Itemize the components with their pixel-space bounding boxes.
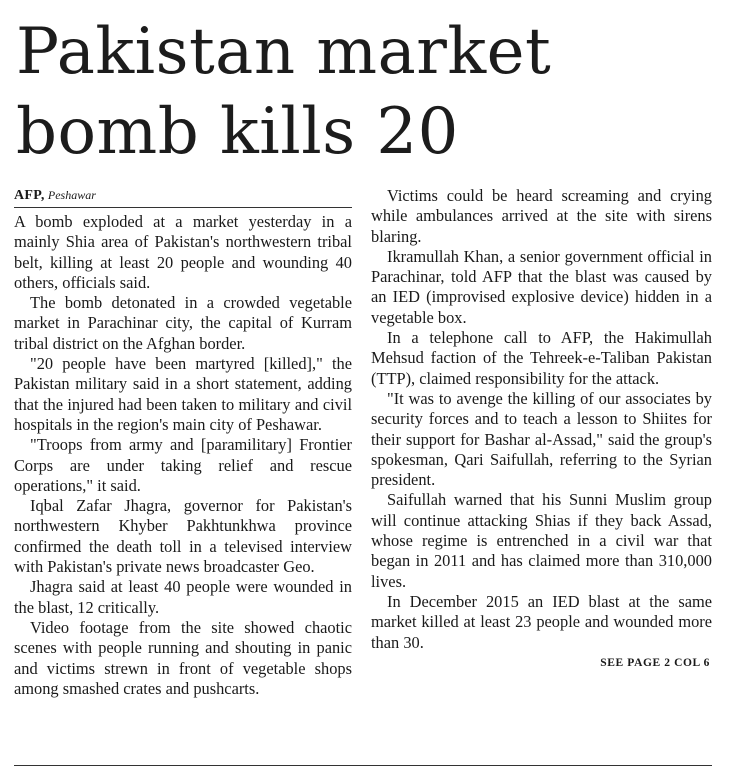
paragraph: Iqbal Zafar Jhagra, governor for Pakistan's northwestern Khyber Pakhtunkhwa province confirmed the death toll in a televised interview with Pakistan's private news broadcaster Geo. <box>14 496 352 577</box>
paragraph: "20 people have been martyred [killed]," the Pakistan military said in a short statement, adding that the injured had been taken to military and civil hospitals in the region's main city of Peshawar. <box>14 354 352 434</box>
continuation-note: SEE PAGE 2 COL 6 <box>600 656 710 669</box>
headline-line-1: Pakistan market <box>16 15 552 89</box>
headline-line-2: bomb kills 20 <box>16 95 459 169</box>
paragraph: Victims could be heard screaming and crying while ambulances arrived at the site with sirens blaring. <box>371 186 712 246</box>
byline-agency: AFP, <box>14 188 45 203</box>
paragraph: Jhagra said at least 40 people were wounded in the blast, 12 critically. <box>14 577 352 617</box>
byline-place: Peshawar <box>47 188 96 202</box>
headline <box>16 12 716 172</box>
paragraph: "Troops from army and [paramilitary] Frontier Corps are under taking relief and rescue operations," it said. <box>14 435 352 495</box>
paragraph: Saifullah warned that his Sunni Muslim group will continue attacking Shias if they back Assad, whose regime is entrenched in a civil war that began in 2011 and has claimed more than 310,000 lives. <box>371 490 712 591</box>
paragraph: In December 2015 an IED blast at the same market killed at least 23 people and wounded more than 30. <box>371 591 712 652</box>
paragraph: The bomb detonated in a crowded vegetable market in Parachinar city, the capital of Kurram tribal district on the Afghan border. <box>14 293 352 353</box>
paragraph: Video footage from the site showed chaotic scenes with people running and shouting in panic and victims strewn in front of vegetable shops among smashed crates and pushcarts. <box>14 617 352 698</box>
bottom-rule <box>14 765 712 766</box>
paragraph: In a telephone call to AFP, the Hakimullah Mehsud faction of the Tehreek-e-Taliban Pakistan (TTP), claimed responsibility for the attack. <box>371 328 712 388</box>
paragraph: Ikramullah Khan, a senior government official in Parachinar, told AFP that the blast was caused by an IED (improvised explosive device) hidden in a vegetable box. <box>371 246 712 327</box>
paragraph: "It was to avenge the killing of our associates by security forces and to teach a lesson to Shiites for their support for Bashar al-Assad," said the group's spokesman, Qari Saifullah, referring to the Syrian president. <box>371 388 712 490</box>
article-column-left <box>14 186 352 699</box>
article-column-right <box>371 186 712 673</box>
byline <box>14 186 352 208</box>
paragraph: A bomb exploded at a market yesterday in a mainly Shia area of Pakistan's northwestern tribal belt, killing at least 20 people and wounding 40 others, officials said. <box>14 212 352 292</box>
